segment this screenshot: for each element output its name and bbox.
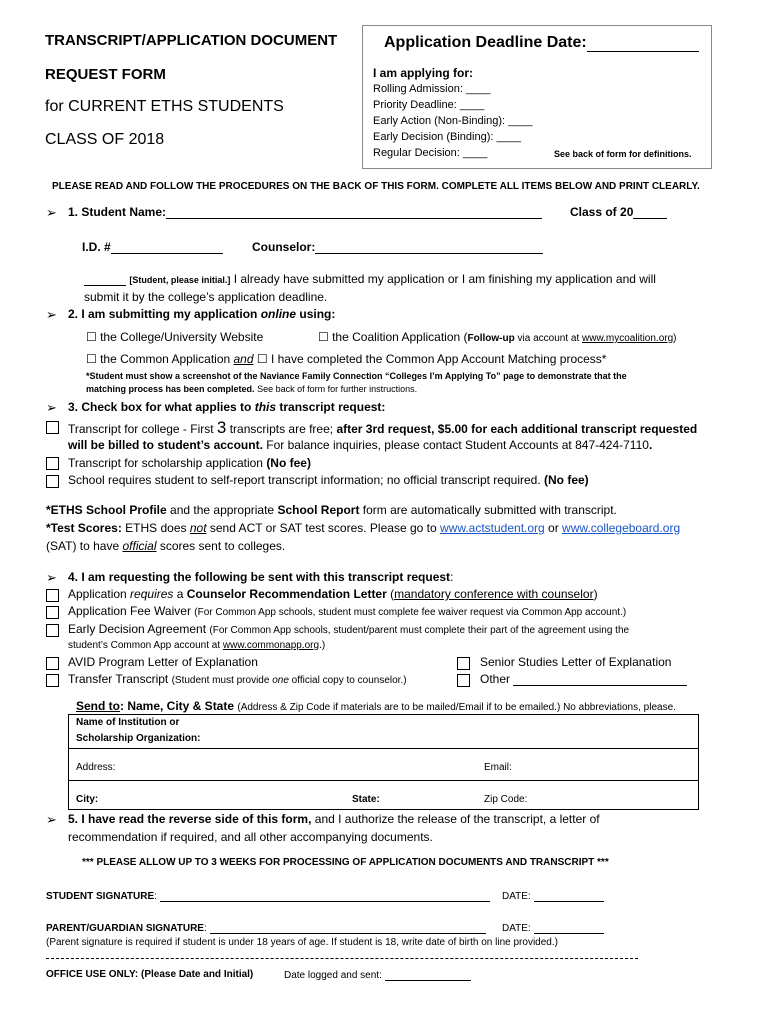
test-scores-note: *Test Scores: ETHS does not send ACT or SAT test scores. Please go to www.actstudent.org or www.collegeboard.org — [46, 521, 681, 535]
initial-line[interactable] — [84, 273, 126, 286]
arrow-icon: ➢ — [46, 400, 57, 415]
college-transcript-text: Transcript for college - First 3 transcripts are free; after 3rd request, $5.00 for each additional transcript requested — [68, 418, 698, 437]
institution-label[interactable]: Name of Institution or — [76, 717, 180, 728]
definitions-note: See back of form for definitions. — [554, 149, 692, 159]
parent-date-line[interactable] — [534, 922, 604, 934]
class-year-line[interactable] — [633, 205, 667, 219]
arrow-icon: ➢ — [46, 812, 57, 827]
checkbox-senior-studies[interactable] — [457, 657, 470, 670]
divider — [46, 958, 638, 959]
counselor-field[interactable]: Counselor: — [252, 240, 543, 254]
deadline-date-line[interactable] — [587, 37, 699, 52]
option-college-website[interactable]: ☐ the College/University Website — [86, 330, 264, 344]
arrow-icon: ➢ — [46, 205, 57, 220]
checkbox-scholarship-transcript[interactable] — [46, 457, 59, 470]
checkbox-fee-waiver[interactable] — [46, 606, 59, 619]
state-label[interactable]: State: — [352, 794, 380, 805]
parent-signature-note: (Parent signature is required if student is under 18 years of age. If student is 18, write date of birth on line provided.) — [46, 937, 558, 948]
city-label[interactable]: City: — [76, 794, 99, 805]
table-row-divider — [68, 780, 699, 781]
checkbox-self-report[interactable] — [46, 475, 59, 488]
counselor-line[interactable] — [315, 240, 543, 254]
collegeboard-link[interactable]: www.collegeboard.org — [562, 521, 681, 535]
student-date-field[interactable]: DATE: — [502, 890, 604, 902]
school-profile-note: *ETHS School Profile and the appropriate School Report form are automatically submitted with transcript. — [46, 503, 617, 517]
zip-label[interactable]: Zip Code: — [484, 794, 528, 805]
form-subtitle: for CURRENT ETHS STUDENTS — [45, 98, 284, 115]
email-label[interactable]: Email: — [484, 762, 512, 773]
early-decision-text-2: student’s Common App account at www.commonapp.org.) — [68, 640, 326, 651]
class-of-label: CLASS OF 2018 — [45, 131, 165, 148]
checkbox-transfer[interactable] — [46, 674, 59, 687]
self-report-text: School requires student to self-report transcript information; no official transcript required. (No fee) — [68, 473, 589, 487]
checkbox-avid[interactable] — [46, 657, 59, 670]
send-to-label: Send to: Name, City & State (Address & Zip Code if materials are to be mailed/Email if to be emailed.) No abbreviations, please. — [76, 699, 676, 713]
initial-statement-cont: submit it by the college’s application deadline. — [84, 290, 328, 304]
commonapp-link[interactable]: www.commonapp.org — [222, 640, 320, 651]
checkbox-recommendation[interactable] — [46, 589, 59, 602]
student-date-line[interactable] — [534, 890, 604, 902]
option-common-app[interactable]: ☐ the Common Application and ☐ I have completed the Common App Account Matching process* — [86, 352, 607, 366]
applying-for-label: I am applying for: — [373, 66, 474, 80]
authorization-text-2: recommendation if required, and all other accompanying documents. — [68, 830, 433, 844]
early-decision-text: Early Decision Agreement (For Common App schools, student/parent must complete their part of the agreement using the — [68, 622, 630, 636]
section3-heading: 3. Check box for what applies to this transcript request: — [68, 400, 386, 414]
other-line[interactable] — [513, 673, 687, 686]
checkbox-college-transcript[interactable] — [46, 421, 59, 434]
student-signature-line[interactable] — [160, 890, 490, 902]
id-field[interactable]: I.D. # — [82, 240, 223, 254]
matching-note: *Student must show a screenshot of the Naviance Family Connection “Colleges I’m Applying To” page to demonstrate that the — [86, 371, 627, 381]
option-early-action[interactable]: Early Action (Non-Binding): ____ — [373, 115, 533, 127]
class-of-field[interactable]: Class of 20 — [570, 205, 667, 219]
date-logged-line[interactable] — [385, 969, 471, 981]
senior-studies-text: Senior Studies Letter of Explanation — [480, 655, 672, 669]
act-link[interactable]: www.actstudent.org — [439, 521, 545, 535]
section4-heading: 4. I am requesting the following be sent with this transcript request: — [68, 570, 454, 584]
option-early-decision[interactable]: Early Decision (Binding): ____ — [373, 131, 521, 143]
matching-note-2: matching process has been completed. See back of form for further instructions. — [86, 384, 418, 394]
transfer-text: Transfer Transcript (Student must provide one official copy to counselor.) — [68, 672, 407, 686]
option-coalition[interactable]: ☐ the Coalition Application (Follow-up via account at www.mycoalition.org) — [318, 330, 677, 344]
option-rolling[interactable]: Rolling Admission: ____ — [373, 83, 491, 95]
office-use-label: OFFICE USE ONLY: (Please Date and Initial) — [46, 969, 254, 980]
checkbox-early-decision[interactable] — [46, 624, 59, 637]
parent-signature-line[interactable] — [210, 922, 486, 934]
form-title-line2: REQUEST FORM — [45, 66, 166, 83]
student-name-field[interactable]: 1. Student Name: — [68, 205, 542, 219]
test-scores-note-2: (SAT) to have official scores sent to colleges. — [46, 539, 286, 553]
institution-label-2: Scholarship Organization: — [76, 733, 201, 744]
fee-waiver-text: Application Fee Waiver (For Common App schools, student must complete fee waiver request via Common App account.) — [68, 604, 627, 618]
recommendation-text: Application requires a Counselor Recommendation Letter (mandatory conference with counselor) — [68, 587, 598, 601]
student-signature-field[interactable]: STUDENT SIGNATURE: — [46, 890, 490, 902]
avid-text: AVID Program Letter of Explanation — [68, 655, 258, 669]
table-row-divider — [68, 748, 699, 749]
student-name-line[interactable] — [166, 205, 542, 219]
deadline-heading: Application Deadline Date: — [384, 34, 699, 52]
processing-notice: *** PLEASE ALLOW UP TO 3 WEEKS FOR PROCESSING OF APPLICATION DOCUMENTS AND TRANSCRIPT *** — [82, 857, 609, 868]
arrow-icon: ➢ — [46, 570, 57, 585]
section2-heading: 2. I am submitting my application online using: — [68, 307, 336, 321]
id-line[interactable] — [111, 240, 223, 254]
option-priority[interactable]: Priority Deadline: ____ — [373, 99, 485, 111]
parent-date-field[interactable]: DATE: — [502, 922, 604, 934]
authorization-text: 5. I have read the reverse side of this form, and I authorize the release of the transcript, a letter of — [68, 812, 600, 826]
scholarship-transcript-text: Transcript for scholarship application (No fee) — [68, 456, 311, 470]
date-logged-field[interactable]: Date logged and sent: — [284, 969, 471, 981]
other-field[interactable]: Other — [480, 672, 687, 686]
instructions: PLEASE READ AND FOLLOW THE PROCEDURES ON THE BACK OF THIS FORM. COMPLETE ALL ITEMS BELOW AND PRINT CLEARLY. — [52, 181, 700, 192]
arrow-icon: ➢ — [46, 307, 57, 322]
checkbox-other[interactable] — [457, 674, 470, 687]
send-to-table — [68, 714, 699, 810]
college-transcript-text-2: will be billed to student’s account. For balance inquiries, please contact Student Accounts at 847-424-7110. — [68, 438, 653, 452]
initial-statement: [Student, please initial.] I already have submitted my application or I am finishing my application and will — [84, 272, 656, 286]
option-regular[interactable]: Regular Decision: ____ — [373, 147, 488, 159]
form-title: TRANSCRIPT/APPLICATION DOCUMENT — [45, 32, 338, 49]
parent-signature-field[interactable]: PARENT/GUARDIAN SIGNATURE: — [46, 922, 486, 934]
address-label[interactable]: Address: — [76, 762, 116, 773]
